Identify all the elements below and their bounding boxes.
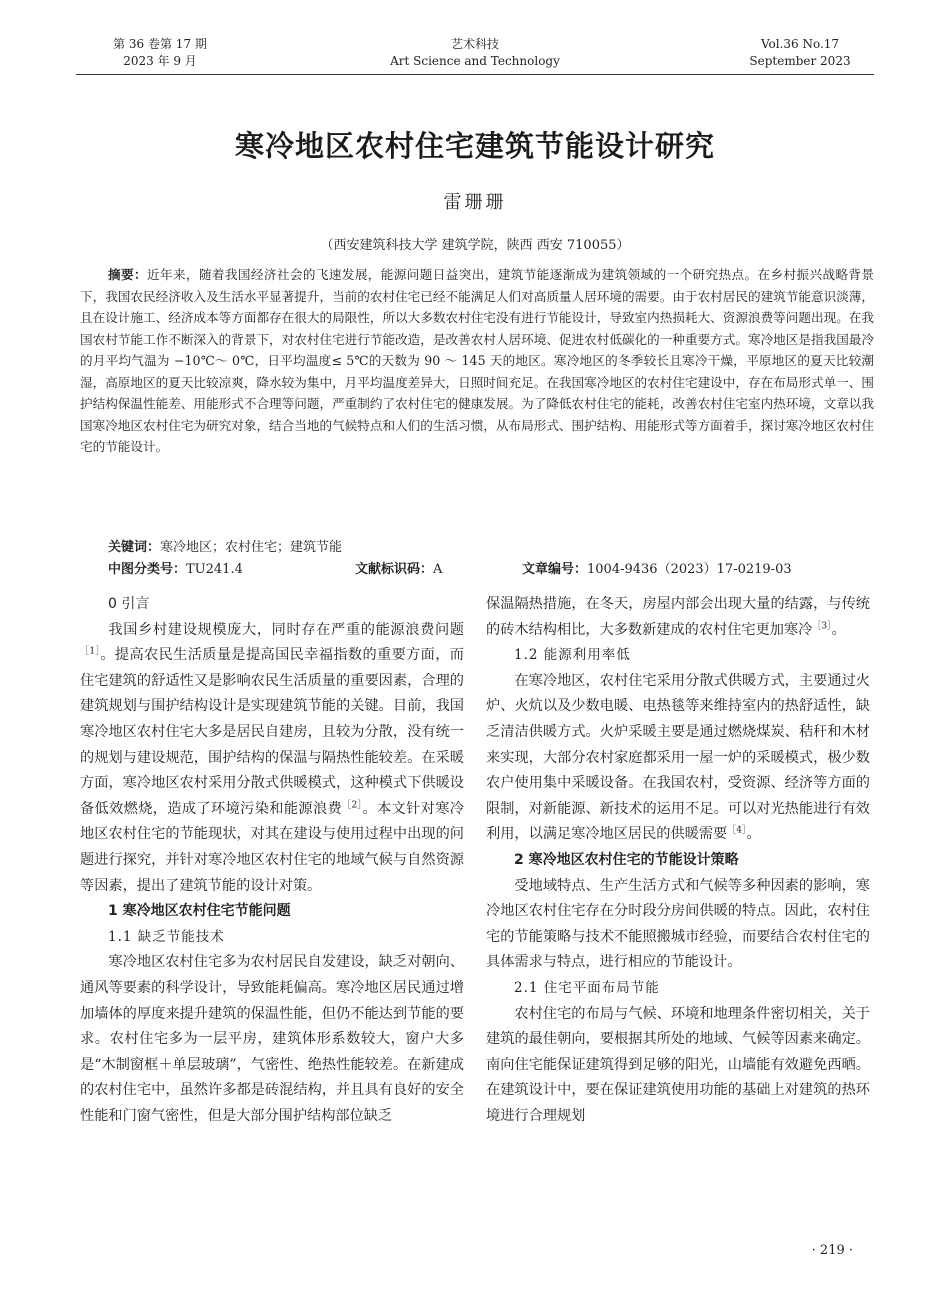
subsection-heading-1-2: 1.2 能源利用率低	[514, 647, 631, 664]
journal-issue-header	[100, 36, 220, 70]
left-column	[80, 592, 464, 1129]
section-1-2-paragraph	[486, 669, 870, 848]
clc-value: TU241.4	[186, 562, 243, 577]
doc-code-value: A	[433, 562, 443, 577]
citation-4: ［4］	[727, 825, 747, 836]
document-code	[355, 558, 442, 577]
intro-text-b: 。提高农民生活质量是提高国民幸福指数的重要方面，而住宅建筑的舒适性又是影响农民生活质量的重要因素，合理的建筑规划与围护结构设计是实现建筑节能的关键。目前，我国寒冷地区农村住宅大多是居民自建房，且较为分散，没有统一的规划与建设规范，围护结构的保温与隔热性能较差。在采暖方面，寒冷地区农村采用分散式供暖模式，这种模式下供暖设备低效燃烧，造成了环境污染和能源浪费	[80, 647, 464, 817]
volume-issue: 第 36 卷第 17 期	[113, 37, 207, 51]
section-heading-intro: 0 引言	[108, 596, 150, 612]
journal-name-header	[375, 36, 575, 70]
intro-text-a: 我国乡村建设规模庞大，同时存在严重的能源浪费问题	[108, 621, 464, 638]
clc-label: 中图分类号：	[108, 562, 187, 577]
subsection-heading-1-1: 1.1 缺乏节能技术	[108, 928, 225, 945]
article-number	[522, 558, 792, 577]
author: 雷珊珊	[443, 192, 507, 213]
clc-number	[108, 558, 243, 577]
continued-text-b: 。	[831, 621, 846, 638]
journal-name-cn: 艺术科技	[450, 37, 499, 51]
citation-2: ［2］	[342, 800, 363, 811]
abstract-text: 近年来，随着我国经济社会的飞速发展，能源问题日益突出，建筑节能逐渐成为建筑领域的一个研究热点。在乡村振兴战略背景下，我国农民经济收入及生活水平显著提升，当前的农村住宅已经不能满足人们对高质量人居环境的需要。由于农村居民的建筑节能意识淡薄，且在设计施工、经济成本等方面都存在很大的局限性，所以大多数农村住宅没有进行节能设计，导致室内热损耗大、资源浪费等问题出现。在我国农村节能工作不断深入的背景下，对农村住宅进行节能改造，是改善农村人居环境、促进农村低碳化的一种重要方式。寒冷地区是指我国最冷的月平均气温为 −10℃～ 0℃，日平均温度≤ 5℃的天数为 90 ～ 145 天的地区。寒冷地区的冬季较长且寒冷干燥，平原地区的夏天比较潮湿，高原地区的夏天比较凉爽，降水较为集中，月平均温度差异大，日照时间充足。在我国寒冷地区的农村住宅建设中，存在布局形式单一、围护结构保温性能差、用能形式不合理等问题，严重制约了农村住宅的健康发展。为了降低农村住宅的能耗，改善农村住宅室内热环境，文章以我国寒冷地区农村住宅为研究对象，结合当地的气候特点和人们的生活习惯，从布局形式、围护结构、用能形式等方面着手，探讨寒冷地区农村住宅的节能设计。	[80, 267, 875, 454]
article-number-label: 文章编号：	[522, 562, 588, 577]
issue-date: 2023 年 9 月	[123, 54, 197, 68]
header-rule	[76, 74, 874, 75]
right-column	[486, 592, 870, 1129]
section-1-1-paragraph: 寒冷地区农村住宅多为农村居民自发建设，缺乏对朝向、通风等要素的科学设计，导致能耗偏高。寒冷地区居民通过增加墙体的厚度来提升建筑的保温性能，但仍不能达到节能的要求。农村住宅多为一层平房，建筑体形系数较大，窗户大多是“木制窗框＋单层玻璃”，气密性、绝热性能较差。在新建成的农村住宅中，虽然许多都是砖混结构，并且具有良好的安全性能和门窗气密性，但是大部分围护结构部位缺乏	[80, 954, 464, 1124]
section-1-2-text-b: 。	[746, 826, 761, 843]
citation-1: ［1］	[80, 646, 101, 657]
abstract-label: 摘要：	[108, 267, 147, 282]
section-2-paragraph: 受地域特点、生产生活方式和气候等多种因素的影响，寒冷地区农村住宅存在分时段分房间供暖的特点。因此，农村住宅的节能策略与技术不能照搬城市经验，而要结合农村住宅的具体需求与特点，进行相应的节能设计。	[486, 877, 870, 971]
paper-title: 寒冷地区农村住宅建筑节能设计研究	[234, 129, 715, 163]
citation-3: ［3］	[812, 620, 832, 631]
affiliation: （西安建筑科技大学 建筑学院，陕西 西安 710055）	[320, 238, 630, 253]
keywords	[108, 536, 342, 555]
keywords-label: 关键词：	[108, 540, 161, 555]
section-heading-2: 2 寒冷地区农村住宅的节能设计策略	[514, 851, 739, 868]
article-number-value: 1004-9436（2023）17-0219-03	[587, 562, 792, 577]
section-heading-1: 1 寒冷地区农村住宅节能问题	[108, 903, 291, 920]
keywords-text: 寒冷地区；农村住宅；建筑节能	[160, 540, 343, 555]
journal-volume-header-en	[740, 36, 860, 70]
section-2-1-paragraph: 农村住宅的布局与气候、环境和地理条件密切相关，关于建筑的最佳朝向，要根据其所处的地域、气候等因素来确定。南向住宅能保证建筑得到足够的阳光，山墙能有效避免西晒。在建筑设计中，要在保证建筑使用功能的基础上对建筑的热环境进行合理规划	[486, 1005, 870, 1124]
intro-text-c: 。本文针对寒冷地区农村住宅的节能现状，对其在建设与使用过程中出现的问题进行探究，并针对寒冷地区农村住宅的地域气候与自然资源等因素，提出了建筑节能的设计对策。	[80, 800, 464, 894]
subsection-heading-2-1: 2.1 住宅平面布局节能	[514, 979, 660, 996]
page-number: · 219 ·	[811, 1243, 853, 1258]
section-1-1-paragraph-continued	[486, 592, 870, 643]
volume-issue-en: Vol.36 No.17	[760, 37, 840, 51]
issue-date-en: September 2023	[749, 54, 851, 68]
doc-code-label: 文献标识码：	[355, 562, 434, 577]
journal-name-en: Art Science and Technology	[390, 54, 560, 68]
intro-paragraph	[80, 618, 464, 900]
continued-text-a: 保温隔热措施，在冬天，房屋内部会出现大量的结露，与传统的砖木结构相比，大多数新建成的农村住宅更加寒冷	[486, 596, 870, 638]
section-1-2-text-a: 在寒冷地区，农村住宅采用分散式供暖方式，主要通过火炉、火炕以及少数电暖、电热毯等来维持室内的热舒适性，缺乏清洁供暖方式。火炉采暖主要是通过燃烧煤炭、秸秆和木材来实现，大部分农村家庭都采用一屋一炉的采暖模式，极少数农户使用集中采暖设备。在我国农村，受资源、经济等方面的限制，对新能源、新技术的运用不足。可以对光热能进行有效利用，以满足寒冷地区居民的供暖需要	[486, 672, 870, 843]
abstract	[80, 264, 874, 458]
